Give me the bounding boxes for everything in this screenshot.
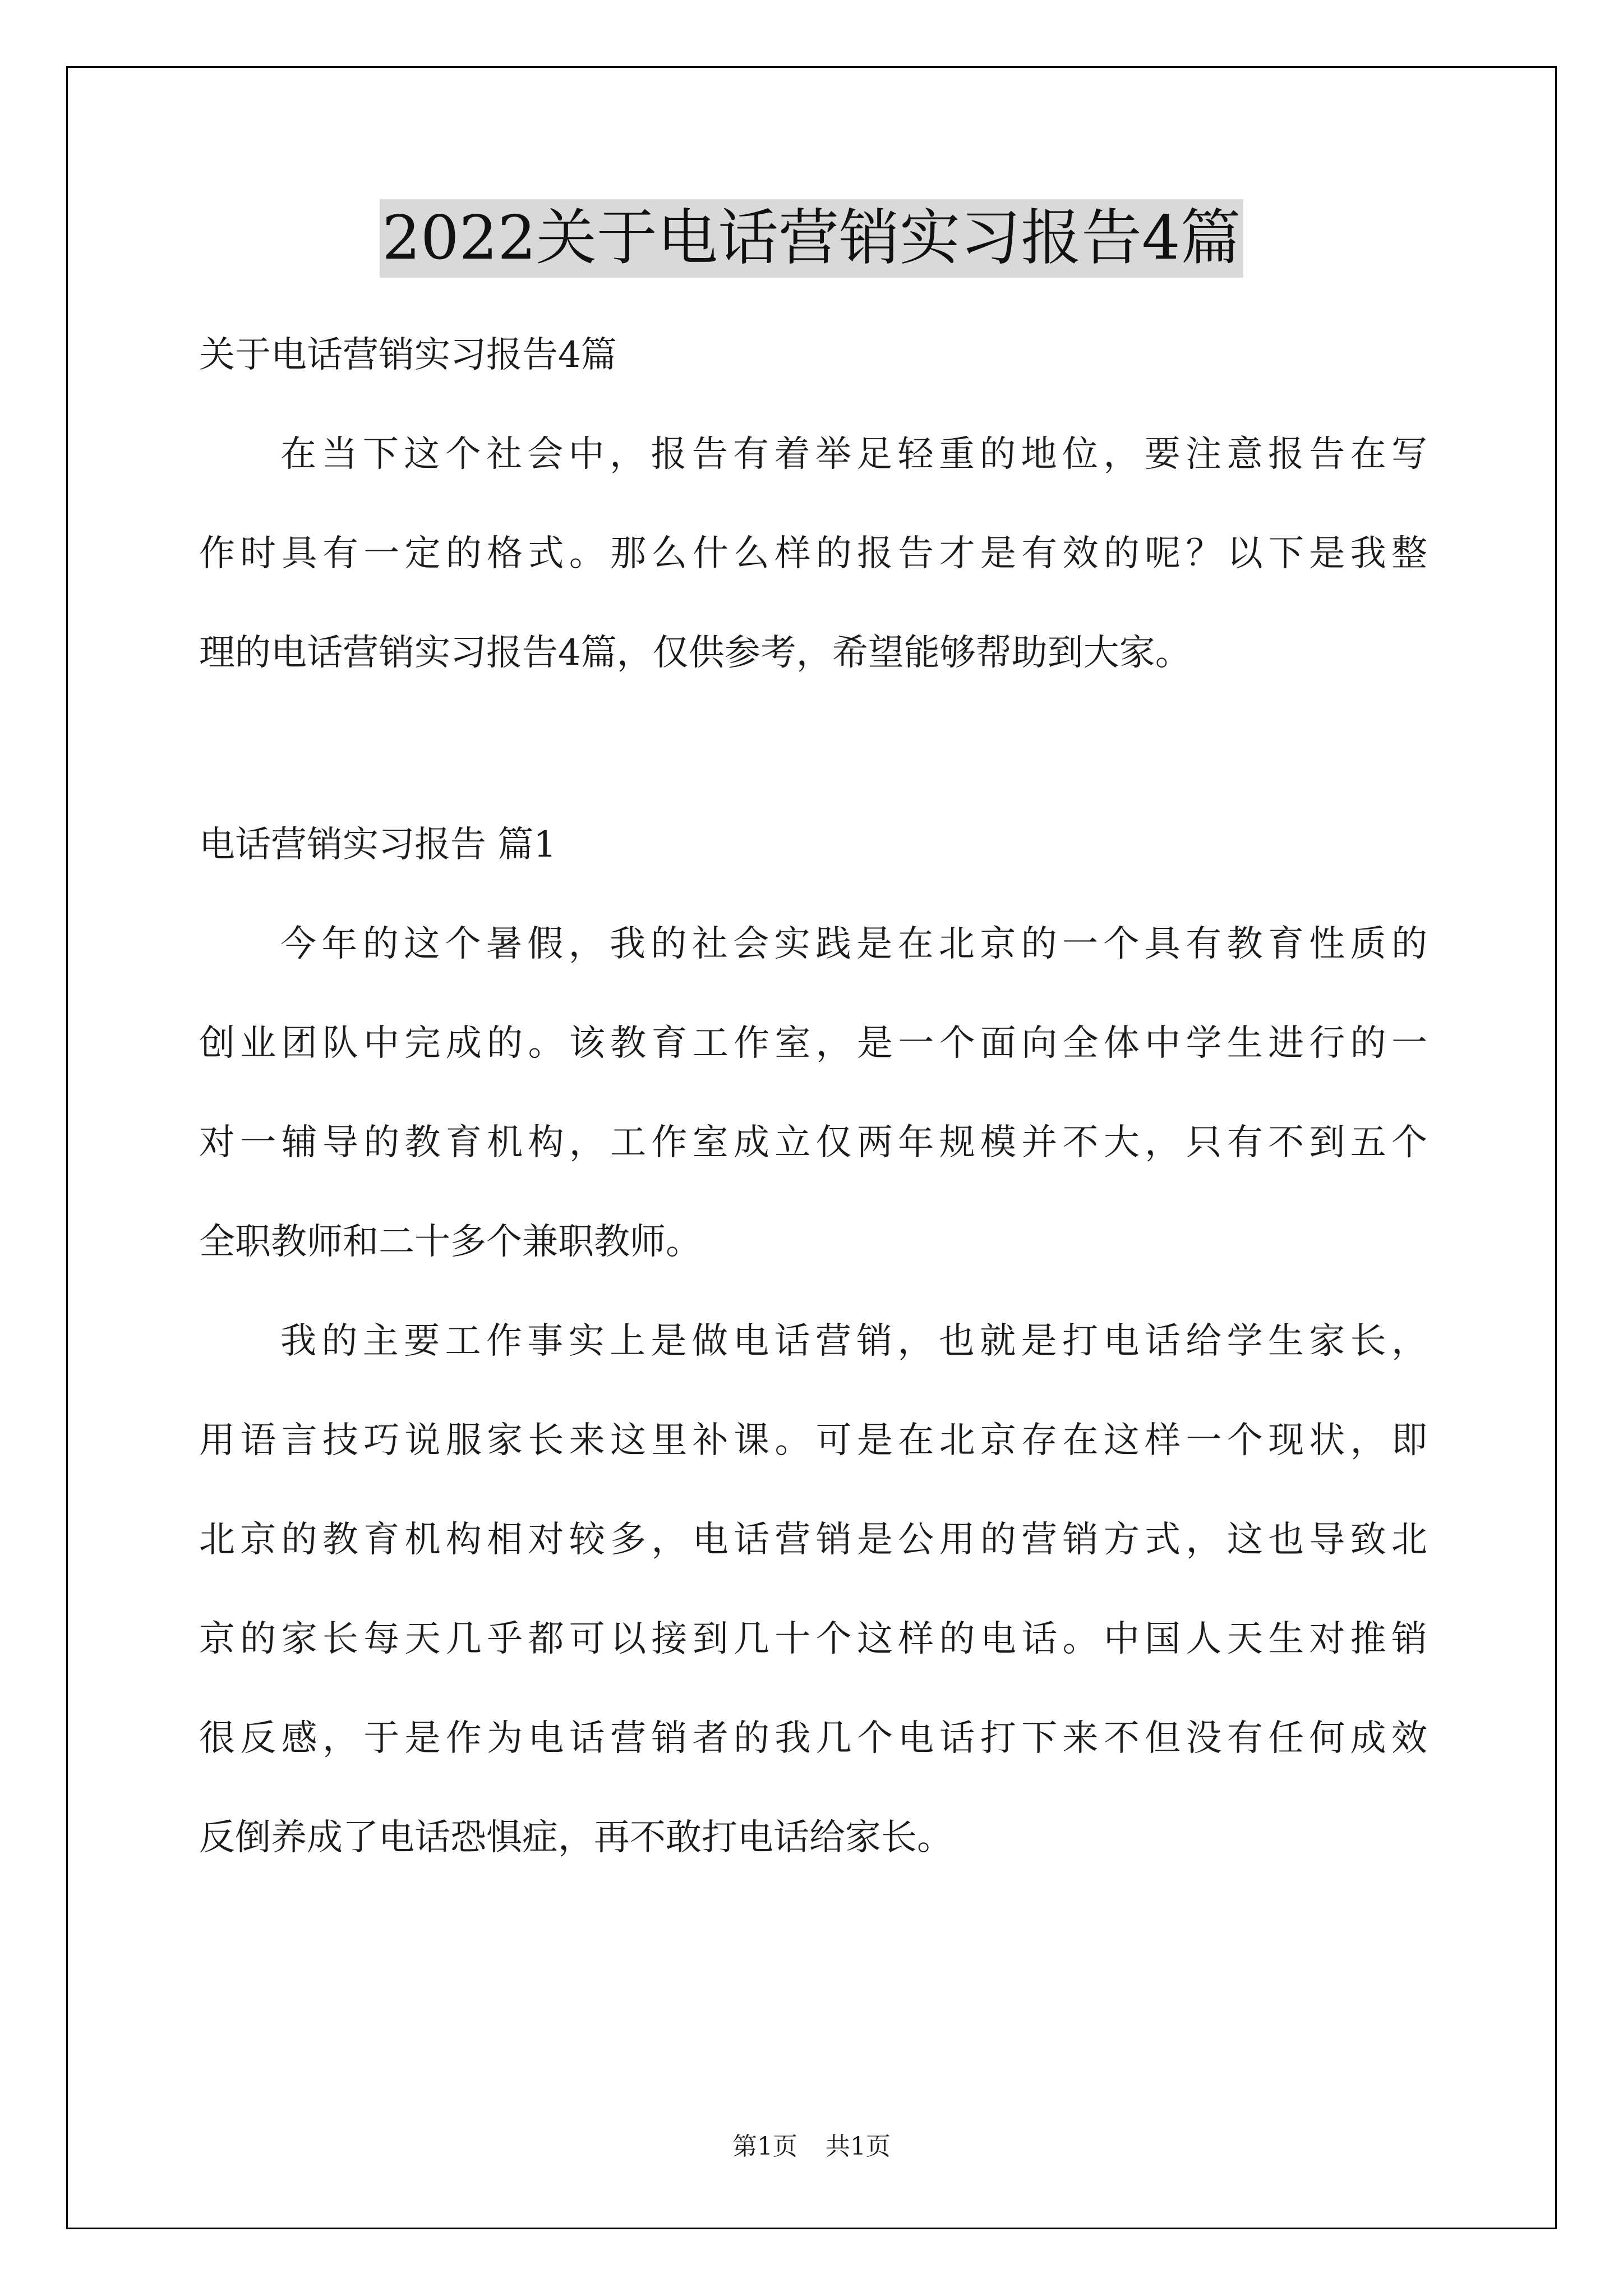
paragraph-line: 北京的教育机构相对较多，电话营销是公用的营销方式，这也导致北 xyxy=(199,1519,1427,1561)
paragraph-line: 用语言技巧说服家长来这里补课。可是在北京存在这样一个现状，即 xyxy=(199,1420,1427,1461)
page-footer xyxy=(0,2126,1623,2162)
paragraph-line: 我的主要工作事实上是做电话营销，也就是打电话给学生家长， xyxy=(280,1320,1427,1362)
paragraph-line: 理的电话营销实习报告4篇，仅供参考，希望能够帮助到大家。 xyxy=(199,632,1191,674)
paragraph-line: 很反感，于是作为电话营销者的我几个电话打下来不但没有任何成效 xyxy=(199,1718,1427,1759)
title-container xyxy=(0,199,1623,278)
paragraph-line: 创业团队中完成的。该教育工作室，是一个面向全体中学生进行的一 xyxy=(199,1023,1427,1064)
document-title: 2022关于电话营销实习报告4篇 xyxy=(380,199,1243,278)
document-body xyxy=(199,306,1427,1888)
paragraph-line: 今年的这个暑假，我的社会实践是在北京的一个具有教育性质的 xyxy=(280,923,1427,965)
paragraph-line: 京的家长每天几乎都可以接到几十个这样的电话。中国人天生对推销 xyxy=(199,1618,1427,1660)
paragraph-2 xyxy=(199,1292,1427,1888)
paragraph-line: 反倒养成了电话恐惧症，再不敢打电话给家长。 xyxy=(199,1817,953,1858)
paragraph-line: 全职教师和二十多个兼职教师。 xyxy=(199,1221,702,1263)
page-number-total: 共1页 xyxy=(826,2132,891,2161)
paragraph-line: 对一辅导的教育机构，工作室成立仅两年规模并不大，只有不到五个 xyxy=(199,1122,1427,1163)
section-spacer xyxy=(199,703,1427,795)
document-subtitle: 关于电话营销实习报告4篇 xyxy=(199,334,617,376)
paragraph-line: 作时具有一定的格式。那么什么样的报告才是有效的呢？以下是我整 xyxy=(199,533,1427,574)
paragraph-1 xyxy=(199,895,1427,1292)
page-number-current: 第1页 xyxy=(732,2132,797,2161)
intro-paragraph xyxy=(199,405,1427,703)
paragraph-line: 在当下这个社会中，报告有着举足轻重的地位，要注意报告在写 xyxy=(280,434,1427,475)
section-heading: 电话营销实习报告 篇1 xyxy=(199,824,557,866)
